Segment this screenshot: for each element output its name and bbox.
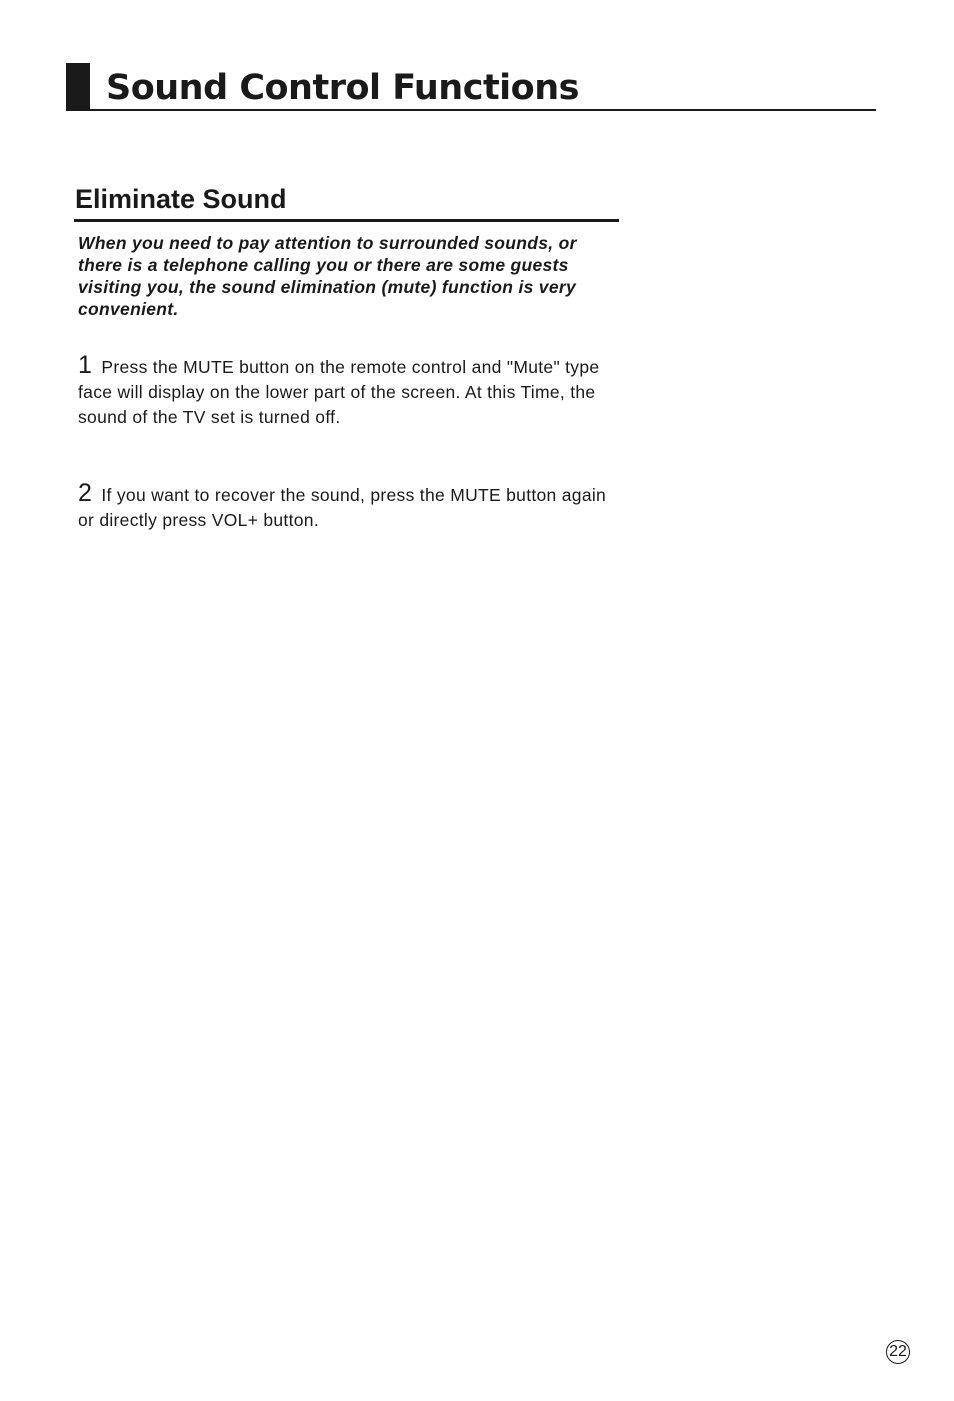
step-item bbox=[78, 353, 623, 430]
section-intro: When you need to pay attention to surrounded sounds, or there is a telephone calling you or there are some guests visiting you, the sound elimination (mute) function is very convenient. bbox=[78, 233, 577, 319]
step-text: If you want to recover the sound, press the MUTE button again or directly press VOL+ button. bbox=[78, 485, 607, 530]
step-item bbox=[78, 481, 623, 533]
section-title: Eliminate Sound bbox=[75, 184, 287, 214]
page-title: Sound Control Functions bbox=[106, 68, 579, 108]
step-text: Press the MUTE button on the remote control and "Mute" type face will display on the lower part of the screen. At this Time, the sound of the TV set is turned off. bbox=[78, 357, 600, 427]
step-number: 1 bbox=[78, 351, 93, 379]
header-divider bbox=[66, 109, 876, 111]
section-divider bbox=[74, 219, 619, 222]
page-number-badge: 22 bbox=[886, 1340, 910, 1364]
step-number: 2 bbox=[78, 479, 93, 507]
header-accent-block bbox=[66, 63, 90, 111]
